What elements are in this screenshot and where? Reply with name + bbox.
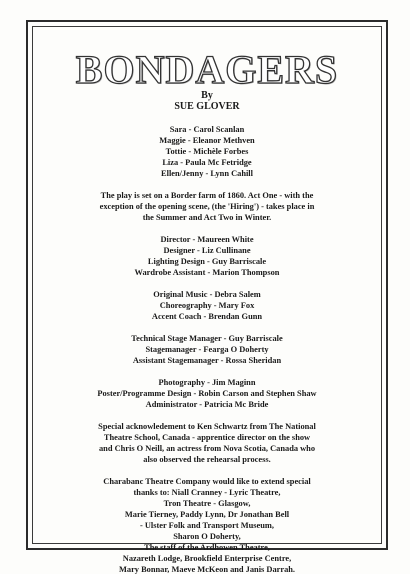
crew-item: Director - Maureen White — [160, 235, 254, 244]
crew-stage — [40, 333, 374, 366]
acknowledgement-line: and Chris O Neill, an actress from Nova Scotia, Canada who — [98, 444, 316, 453]
programme-content — [40, 48, 374, 586]
cast-item: Tottie - Michèle Forbes — [165, 147, 249, 156]
thanks-paragraph — [40, 476, 374, 575]
thanks-line: The staff of the Ardhowen Theatre, — [144, 543, 270, 552]
thanks-line: Sharon O Doherty, — [173, 532, 241, 541]
crew-item: Administrator - Patricia Mc Bride — [145, 400, 269, 409]
thanks-line: Charabanc Theatre Company would like to extend special — [103, 477, 311, 486]
acknowledgement-paragraph — [40, 421, 374, 465]
crew-item: Accent Coach - Brendan Gunn — [151, 312, 263, 321]
crew-item: Poster/Programme Design - Robin Carson and Stephen Shaw — [97, 389, 317, 398]
cast-item: Maggie - Eleanor Methven — [159, 136, 255, 145]
crew-item: Technical Stage Manager - Guy Barriscale — [131, 334, 283, 343]
acknowledgement-line: Theatre School, Canada - apprentice director on the show — [103, 433, 311, 442]
thanks-line: thanks to: Niall Cranney - Lyric Theatre, — [133, 488, 281, 497]
thanks-line: Mary Bonnar, Maeve McKeon and Janis Darrah. — [118, 565, 296, 574]
crew-item: Lighting Design - Guy Barriscale — [147, 257, 267, 266]
setting-paragraph — [40, 190, 374, 223]
crew-direction — [40, 234, 374, 278]
acknowledgement-line: Special acknowledement to Ken Schwartz from The National — [98, 422, 316, 431]
cast-item: Ellen/Jenny - Lynn Cahill — [161, 169, 253, 178]
thanks-line: Marie Tierney, Paddy Lynn, Dr Jonathan Bell — [124, 510, 290, 519]
by-label: By — [201, 90, 213, 101]
crew-item: Designer - Liz Cullinane — [163, 246, 251, 255]
author-name: SUE GLOVER — [174, 101, 240, 112]
cast-list — [40, 124, 374, 179]
acknowledgement-line: also observed the rehearsal process. — [143, 455, 271, 464]
setting-line: The play is set on a Border farm of 1860. Act One - with the — [100, 191, 314, 200]
crew-item: Stagemanager - Fearga O Doherty — [145, 345, 269, 354]
crew-item: Original Music - Debra Salem — [153, 290, 261, 299]
cast-item: Sara - Carol Scanlan — [169, 125, 245, 134]
crew-item: Choreography - Mary Fox — [159, 301, 255, 310]
crew-item: Wardrobe Assistant - Marion Thompson — [134, 268, 280, 277]
setting-line: exception of the opening scene, (the 'Hiring') - takes place in — [99, 202, 315, 211]
crew-production — [40, 377, 374, 410]
play-title: BONDAGERS — [75, 47, 339, 92]
setting-line: the Summer and Act Two in Winter. — [142, 213, 272, 222]
crew-item: Assistant Stagemanager - Rossa Sheridan — [132, 356, 282, 365]
thanks-line: Nazareth Lodge, Brookfield Enterprise Centre, — [122, 554, 292, 563]
thanks-line: Tron Theatre - Glasgow, — [163, 499, 251, 508]
cast-item: Liza - Paula Mc Fetridge — [162, 158, 252, 167]
thanks-line: - Ulster Folk and Transport Museum, — [139, 521, 274, 530]
crew-item: Photography - Jim Maginn — [158, 378, 256, 387]
crew-music — [40, 289, 374, 322]
